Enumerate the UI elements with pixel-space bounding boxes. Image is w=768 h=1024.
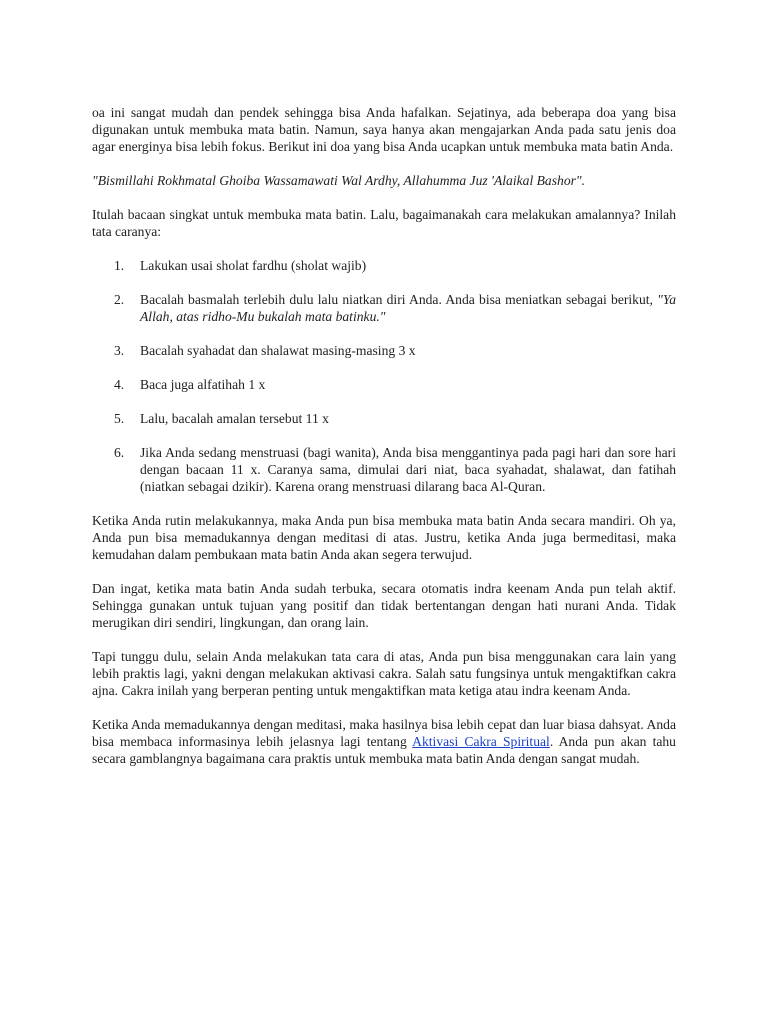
conclusion-text-after: . Anda pun akan tahu secara gamblangnya bagaimana cara praktis untuk membuka mata batin Anda dengan sangat mudah. [92,734,676,766]
list-item [92,376,676,393]
list-item-number: 4. [114,377,125,392]
paragraph-chakra-activation: Tapi tunggu dulu, selain Anda melakukan tata cara di atas, Anda pun bisa menggunakan cara lain yang lebih praktis lagi, yakni dengan melakukan aktivasi cakra. Salah satu fungsinya untuk mengaktifkan cakra ajna. Cakra inilah yang berperan penting untuk mengaktifkan mata ketiga atau indra keenam Anda. [92,649,676,698]
list-item [92,291,676,325]
list-item-number: 1. [114,258,125,273]
paragraph-sixth-sense: Dan ingat, ketika mata batin Anda sudah terbuka, secara otomatis indra keenam Anda pun telah aktif. Sehingga gunakan untuk tujuan yang positif dan tidak bertentangan dengan hati nurani Anda. Tidak merugikan diri sendiri, lingkungan, dan orang lain. [92,581,676,630]
conclusion-text-before: Ketika Anda memadukannya dengan meditasi, maka hasilnya bisa lebih cepat dan luar biasa dahsyat. Anda bisa membaca informasinya lebih jelasnya lagi tentang [92,717,676,749]
list-item [92,342,676,359]
list-item-text: Bacalah syahadat dan shalawat masing-masing 3 x [140,343,416,358]
list-item [92,410,676,427]
list-item [92,257,676,274]
list-item-number: 2. [114,292,125,307]
list-item-italic-prayer: "Ya Allah, atas ridho-Mu bukalah mata batinku." [140,292,676,324]
paragraph-conclusion [92,716,676,767]
list-item-number: 3. [114,343,125,358]
steps-list [92,257,676,495]
list-item [92,444,676,495]
list-item-number: 6. [114,445,125,460]
list-item-text: Jika Anda sedang menstruasi (bagi wanita), Anda bisa menggantinya pada pagi hari dan sore hari dengan bacaan 11 x. Caranya sama, dimulai dari niat, baca syahadat, shalawat, dan fatihah (niatkan sebagai dzikir). Karena orang menstruasi dilarang baca Al-Quran. [140,445,676,494]
paragraph-combine-meditation: Ketika Anda rutin melakukannya, maka Anda pun bisa membuka mata batin Anda secara mandiri. Oh ya, Anda pun bisa memadukannya dengan meditasi di atas. Justru, ketika Anda juga bermeditasi, maka kemudahan dalam pembukaan mata batin Anda akan segera terwujud. [92,513,676,562]
list-item-number: 5. [114,411,125,426]
paragraph-procedure-intro: Itulah bacaan singkat untuk membuka mata batin. Lalu, bagaimanakah cara melakukan amalannya? Inilah tata caranya: [92,207,676,239]
prayer-quote: "Bismillahi Rokhmatal Ghoiba Wassamawati Wal Ardhy, Allahumma Juz 'Alaikal Bashor". [92,173,586,188]
aktivasi-cakra-link[interactable]: Aktivasi Cakra Spiritual [412,734,550,749]
document-page [92,104,676,784]
list-item-text: Baca juga alfatihah 1 x [140,377,266,392]
list-item-text: Lalu, bacalah amalan tersebut 11 x [140,411,329,426]
list-item-text: Lakukan usai sholat fardhu (sholat wajib) [140,258,367,273]
list-item-text: Bacalah basmalah terlebih dulu lalu niatkan diri Anda. Anda bisa meniatkan sebagai berikut, [140,292,658,307]
paragraph-intro: oa ini sangat mudah dan pendek sehingga bisa Anda hafalkan. Sejatinya, ada beberapa doa yang bisa digunakan untuk membuka mata batin. Namun, saya hanya akan mengajarkan Anda pada satu jenis doa agar energinya bisa lebih fokus. Berikut ini doa yang bisa Anda ucapkan untuk membuka mata batin Anda. [92,105,676,154]
